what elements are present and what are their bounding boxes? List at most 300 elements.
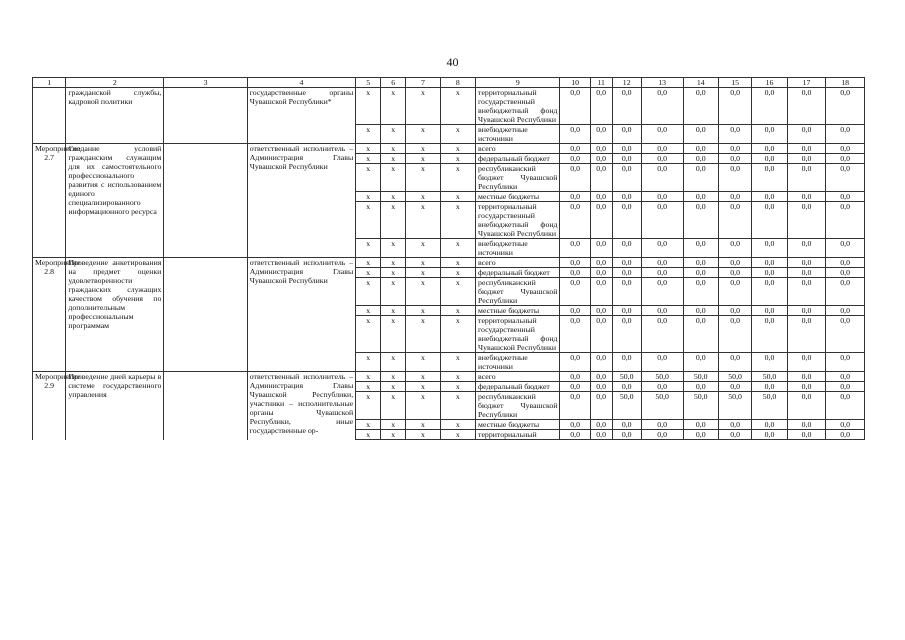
code-mark: х: [381, 258, 406, 268]
funding-value: 0,0: [560, 353, 590, 372]
code-mark: х: [440, 420, 475, 430]
funding-source: всего: [476, 258, 560, 268]
funding-value: 0,0: [683, 202, 718, 239]
funding-value: 0,0: [612, 125, 641, 144]
code-mark: х: [406, 392, 440, 420]
funding-value: 0,0: [641, 88, 683, 125]
funding-value: 0,0: [560, 268, 590, 278]
funding-value: 0,0: [683, 88, 718, 125]
funding-value: 0,0: [641, 239, 683, 258]
funding-value: 50,0: [612, 392, 641, 420]
funding-value: 0,0: [826, 202, 865, 239]
funding-source: федеральный бюджет: [476, 154, 560, 164]
funding-value: 0,0: [752, 353, 787, 372]
code-mark: х: [406, 268, 440, 278]
funding-source: республиканский бюджет Чувашской Республики: [476, 164, 560, 192]
funding-value: 0,0: [560, 88, 590, 125]
code-mark: х: [381, 382, 406, 392]
task-cell: [164, 372, 247, 440]
code-mark: х: [440, 239, 475, 258]
funding-value: 0,0: [787, 372, 826, 382]
funding-value: 0,0: [612, 154, 641, 164]
column-header-15: 15: [718, 78, 751, 88]
funding-value: 0,0: [641, 306, 683, 316]
code-mark: х: [356, 164, 381, 192]
funding-value: 0,0: [826, 164, 865, 192]
funding-source: республиканский бюджет Чувашской Республики: [476, 392, 560, 420]
funding-value: 0,0: [590, 430, 612, 440]
funding-value: 50,0: [683, 392, 718, 420]
funding-value: 0,0: [826, 316, 865, 353]
funding-value: 0,0: [718, 239, 751, 258]
funding-value: 0,0: [641, 316, 683, 353]
funding-value: 0,0: [787, 268, 826, 278]
column-header-1: 1: [33, 78, 66, 88]
funding-value: 0,0: [641, 202, 683, 239]
code-mark: х: [440, 278, 475, 306]
funding-value: 0,0: [826, 420, 865, 430]
header-row: [33, 78, 865, 88]
funding-value: 0,0: [612, 258, 641, 268]
funding-value: 0,0: [590, 316, 612, 353]
funding-value: 0,0: [612, 353, 641, 372]
funding-value: 0,0: [752, 278, 787, 306]
executor: государственные органы Чувашской Республики*: [247, 88, 355, 144]
funding-value: 0,0: [641, 154, 683, 164]
code-mark: х: [440, 125, 475, 144]
column-header-11: 11: [590, 78, 612, 88]
code-mark: х: [356, 144, 381, 154]
funding-value: 0,0: [826, 353, 865, 372]
funding-value: 0,0: [590, 202, 612, 239]
funding-value: 0,0: [560, 420, 590, 430]
executor: ответственный исполнитель – Администрация Главы Чувашской Республики, участники – исполнительные органы Чувашской Республики, иные государственные ор-: [247, 372, 355, 440]
funding-value: 0,0: [641, 430, 683, 440]
funding-value: 0,0: [590, 392, 612, 420]
funding-value: 0,0: [826, 144, 865, 154]
code-mark: х: [356, 372, 381, 382]
funding-value: 0,0: [787, 239, 826, 258]
funding-value: 0,0: [560, 316, 590, 353]
measure-name: гражданской службы, кадровой политики: [66, 88, 164, 144]
funding-value: 0,0: [612, 88, 641, 125]
column-header-3: 3: [164, 78, 247, 88]
code-mark: х: [406, 278, 440, 306]
funding-value: 0,0: [718, 202, 751, 239]
funding-value: 0,0: [560, 192, 590, 202]
funding-value: 0,0: [641, 125, 683, 144]
table-row: [33, 144, 865, 154]
code-mark: х: [440, 382, 475, 392]
funding-value: 0,0: [683, 258, 718, 268]
column-header-16: 16: [752, 78, 787, 88]
funding-value: 0,0: [787, 258, 826, 268]
funding-value: 50,0: [641, 392, 683, 420]
funding-value: 0,0: [787, 125, 826, 144]
column-header-10: 10: [560, 78, 590, 88]
funding-source: территориальный: [476, 430, 560, 440]
funding-value: 0,0: [683, 382, 718, 392]
funding-value: 0,0: [560, 430, 590, 440]
funding-value: 0,0: [683, 316, 718, 353]
code-mark: х: [356, 392, 381, 420]
task-cell: [164, 144, 247, 258]
funding-source: всего: [476, 372, 560, 382]
measure-name: Проведение анкетирования на предмет оценки удовлетворенности гражданских служащих качеством обучения по дополнительным профессиональным программам: [66, 258, 164, 372]
code-mark: х: [356, 258, 381, 268]
funding-value: 50,0: [612, 372, 641, 382]
funding-value: 0,0: [718, 420, 751, 430]
column-header-14: 14: [683, 78, 718, 88]
funding-value: 0,0: [590, 278, 612, 306]
funding-value: 0,0: [683, 268, 718, 278]
funding-value: 0,0: [612, 420, 641, 430]
code-mark: х: [406, 316, 440, 353]
code-mark: х: [356, 278, 381, 306]
funding-value: 50,0: [641, 372, 683, 382]
funding-value: 0,0: [590, 258, 612, 268]
funding-value: 0,0: [826, 382, 865, 392]
funding-value: 0,0: [641, 278, 683, 306]
code-mark: х: [440, 88, 475, 125]
code-mark: х: [406, 258, 440, 268]
funding-value: 0,0: [560, 164, 590, 192]
funding-value: 0,0: [752, 258, 787, 268]
funding-value: 0,0: [560, 154, 590, 164]
funding-value: 0,0: [612, 144, 641, 154]
table-row: [33, 88, 865, 125]
funding-value: 0,0: [718, 430, 751, 440]
funding-value: 0,0: [590, 353, 612, 372]
funding-value: 0,0: [718, 125, 751, 144]
funding-value: 0,0: [560, 278, 590, 306]
funding-value: 0,0: [826, 372, 865, 382]
table-body: [33, 88, 865, 440]
funding-value: 0,0: [752, 154, 787, 164]
funding-source: местные бюджеты: [476, 192, 560, 202]
code-mark: х: [406, 164, 440, 192]
code-mark: х: [356, 202, 381, 239]
table-row: [33, 372, 865, 382]
funding-value: 0,0: [752, 125, 787, 144]
funding-value: 0,0: [826, 88, 865, 125]
code-mark: х: [406, 382, 440, 392]
task-cell: [164, 88, 247, 144]
column-header-18: 18: [826, 78, 865, 88]
funding-value: 0,0: [826, 239, 865, 258]
funding-value: 0,0: [718, 268, 751, 278]
code-mark: х: [406, 144, 440, 154]
funding-value: 0,0: [590, 154, 612, 164]
funding-source: внебюджетные источники: [476, 239, 560, 258]
funding-value: 0,0: [641, 353, 683, 372]
task-cell: [164, 258, 247, 372]
funding-value: 0,0: [590, 382, 612, 392]
funding-value: 0,0: [752, 164, 787, 192]
code-mark: х: [381, 144, 406, 154]
funding-source: федеральный бюджет: [476, 382, 560, 392]
funding-value: 0,0: [826, 154, 865, 164]
funding-value: 0,0: [641, 382, 683, 392]
funding-value: 0,0: [590, 144, 612, 154]
code-mark: х: [406, 239, 440, 258]
funding-source: внебюджетные источники: [476, 353, 560, 372]
measure-number: Мероприятие 2.8: [33, 258, 66, 372]
column-header-7: 7: [406, 78, 440, 88]
funding-value: 0,0: [683, 144, 718, 154]
funding-value: 0,0: [590, 268, 612, 278]
funding-value: 0,0: [683, 164, 718, 192]
funding-value: 0,0: [718, 88, 751, 125]
funding-value: 0,0: [718, 258, 751, 268]
code-mark: х: [381, 154, 406, 164]
funding-value: 0,0: [641, 268, 683, 278]
code-mark: х: [381, 316, 406, 353]
funding-value: 0,0: [787, 420, 826, 430]
column-header-9: 9: [476, 78, 560, 88]
funding-source: территориальный государственный внебюджетный фонд Чувашской Республики: [476, 316, 560, 353]
funding-value: 0,0: [752, 202, 787, 239]
code-mark: х: [356, 268, 381, 278]
funding-value: 50,0: [718, 372, 751, 382]
table-row: [33, 258, 865, 268]
funding-value: 0,0: [612, 268, 641, 278]
funding-source: территориальный государственный внебюджетный фонд Чувашской Республики: [476, 88, 560, 125]
code-mark: х: [381, 306, 406, 316]
column-header-4: 4: [247, 78, 355, 88]
funding-value: 0,0: [560, 382, 590, 392]
funding-value: 0,0: [718, 192, 751, 202]
column-header-12: 12: [612, 78, 641, 88]
funding-value: 0,0: [787, 316, 826, 353]
funding-value: 0,0: [787, 144, 826, 154]
code-mark: х: [406, 154, 440, 164]
code-mark: х: [406, 420, 440, 430]
funding-value: 0,0: [590, 164, 612, 192]
funding-source: республиканский бюджет Чувашской Республики: [476, 278, 560, 306]
code-mark: х: [440, 154, 475, 164]
measure-number: Мероприятие 2.7: [33, 144, 66, 258]
funding-value: 0,0: [718, 154, 751, 164]
code-mark: х: [356, 316, 381, 353]
column-header-2: 2: [66, 78, 164, 88]
page-number: 40: [446, 55, 459, 69]
funding-value: 0,0: [590, 372, 612, 382]
column-header-5: 5: [356, 78, 381, 88]
funding-value: 0,0: [612, 192, 641, 202]
code-mark: х: [440, 258, 475, 268]
code-mark: х: [381, 192, 406, 202]
code-mark: х: [381, 164, 406, 192]
code-mark: х: [356, 382, 381, 392]
funding-value: 0,0: [787, 192, 826, 202]
funding-value: 0,0: [718, 278, 751, 306]
measure-number: Мероприятие 2.9: [33, 372, 66, 440]
column-header-17: 17: [787, 78, 826, 88]
code-mark: х: [381, 392, 406, 420]
code-mark: х: [440, 192, 475, 202]
funding-value: 50,0: [752, 372, 787, 382]
funding-value: 0,0: [752, 382, 787, 392]
funding-source: территориальный государственный внебюджетный фонд Чувашской Республики: [476, 202, 560, 239]
funding-source: всего: [476, 144, 560, 154]
funding-value: 0,0: [752, 430, 787, 440]
column-header-8: 8: [440, 78, 475, 88]
code-mark: х: [381, 202, 406, 239]
funding-value: 0,0: [641, 192, 683, 202]
funding-source: местные бюджеты: [476, 306, 560, 316]
funding-value: 0,0: [787, 88, 826, 125]
code-mark: х: [440, 316, 475, 353]
funding-value: 0,0: [683, 353, 718, 372]
code-mark: х: [356, 125, 381, 144]
code-mark: х: [356, 88, 381, 125]
funding-value: 0,0: [560, 258, 590, 268]
funding-value: 0,0: [683, 239, 718, 258]
code-mark: х: [406, 88, 440, 125]
funding-value: 0,0: [787, 164, 826, 192]
funding-source: федеральный бюджет: [476, 268, 560, 278]
funding-source: внебюджетные источники: [476, 125, 560, 144]
funding-value: 0,0: [787, 202, 826, 239]
measure-name: Проведение дней карьеры в системе государственного управления: [66, 372, 164, 440]
code-mark: х: [440, 202, 475, 239]
funding-value: 0,0: [590, 88, 612, 125]
funding-value: 0,0: [560, 306, 590, 316]
funding-value: 0,0: [752, 144, 787, 154]
funding-value: 0,0: [612, 430, 641, 440]
code-mark: х: [356, 420, 381, 430]
funding-value: 0,0: [683, 278, 718, 306]
funding-value: 0,0: [560, 392, 590, 420]
funding-value: 0,0: [612, 239, 641, 258]
funding-value: 0,0: [826, 125, 865, 144]
funding-value: 0,0: [560, 372, 590, 382]
code-mark: х: [381, 353, 406, 372]
code-mark: х: [440, 268, 475, 278]
funding-value: 0,0: [641, 164, 683, 192]
funding-value: 0,0: [752, 192, 787, 202]
funding-value: 0,0: [752, 88, 787, 125]
funding-value: 0,0: [826, 278, 865, 306]
funding-value: 0,0: [560, 239, 590, 258]
funding-value: 0,0: [683, 125, 718, 144]
funding-value: 0,0: [752, 420, 787, 430]
funding-value: 0,0: [718, 382, 751, 392]
funding-value: 0,0: [787, 154, 826, 164]
funding-value: 0,0: [752, 268, 787, 278]
funding-value: 0,0: [718, 164, 751, 192]
funding-value: 0,0: [826, 258, 865, 268]
funding-value: 0,0: [641, 258, 683, 268]
funding-value: 0,0: [612, 164, 641, 192]
funding-value: 0,0: [826, 268, 865, 278]
funding-value: 0,0: [612, 382, 641, 392]
column-header-13: 13: [641, 78, 683, 88]
measure-name: Создание условий гражданским служащим для их самостоятельного профессионального развития с использованием единого специализированного информационного ресурса: [66, 144, 164, 258]
measure-number: [33, 88, 66, 144]
code-mark: х: [406, 202, 440, 239]
funding-value: 0,0: [718, 353, 751, 372]
funding-value: 50,0: [683, 372, 718, 382]
funding-value: 0,0: [683, 192, 718, 202]
funding-value: 0,0: [787, 306, 826, 316]
funding-value: 0,0: [826, 392, 865, 420]
code-mark: х: [406, 430, 440, 440]
funding-value: 0,0: [590, 125, 612, 144]
code-mark: х: [381, 372, 406, 382]
funding-value: 0,0: [787, 353, 826, 372]
code-mark: х: [356, 353, 381, 372]
code-mark: х: [356, 430, 381, 440]
funding-value: 0,0: [641, 144, 683, 154]
code-mark: х: [356, 192, 381, 202]
code-mark: х: [381, 430, 406, 440]
code-mark: х: [381, 268, 406, 278]
code-mark: х: [406, 372, 440, 382]
funding-value: 0,0: [787, 278, 826, 306]
code-mark: х: [406, 125, 440, 144]
code-mark: х: [381, 239, 406, 258]
funding-value: 0,0: [718, 144, 751, 154]
funding-value: 0,0: [612, 278, 641, 306]
funding-value: 0,0: [641, 420, 683, 430]
code-mark: х: [440, 306, 475, 316]
funding-value: 0,0: [826, 192, 865, 202]
code-mark: х: [406, 353, 440, 372]
code-mark: х: [440, 353, 475, 372]
code-mark: х: [356, 154, 381, 164]
budget-table: [32, 77, 865, 440]
funding-value: 50,0: [752, 392, 787, 420]
executor: ответственный исполнитель – Администрация Главы Чувашской Республики: [247, 258, 355, 372]
code-mark: х: [406, 306, 440, 316]
code-mark: х: [440, 430, 475, 440]
funding-value: 0,0: [683, 420, 718, 430]
funding-value: 0,0: [787, 382, 826, 392]
funding-value: 0,0: [590, 239, 612, 258]
funding-value: 0,0: [683, 154, 718, 164]
funding-source: местные бюджеты: [476, 420, 560, 430]
funding-value: 0,0: [560, 125, 590, 144]
funding-value: 0,0: [590, 192, 612, 202]
funding-value: 0,0: [826, 430, 865, 440]
code-mark: х: [381, 420, 406, 430]
funding-value: 0,0: [560, 202, 590, 239]
column-header-6: 6: [381, 78, 406, 88]
funding-value: 0,0: [826, 306, 865, 316]
code-mark: х: [440, 144, 475, 154]
funding-value: 0,0: [590, 306, 612, 316]
code-mark: х: [440, 164, 475, 192]
funding-value: 0,0: [752, 239, 787, 258]
code-mark: х: [440, 372, 475, 382]
funding-value: 50,0: [718, 392, 751, 420]
executor: ответственный исполнитель – Администрация Главы Чувашской Республики: [247, 144, 355, 258]
code-mark: х: [381, 125, 406, 144]
funding-value: 0,0: [590, 420, 612, 430]
funding-value: 0,0: [560, 144, 590, 154]
funding-value: 0,0: [787, 392, 826, 420]
code-mark: х: [356, 306, 381, 316]
funding-value: 0,0: [752, 306, 787, 316]
code-mark: х: [406, 192, 440, 202]
funding-value: 0,0: [787, 430, 826, 440]
funding-value: 0,0: [683, 430, 718, 440]
funding-value: 0,0: [718, 316, 751, 353]
funding-value: 0,0: [612, 306, 641, 316]
code-mark: х: [356, 239, 381, 258]
